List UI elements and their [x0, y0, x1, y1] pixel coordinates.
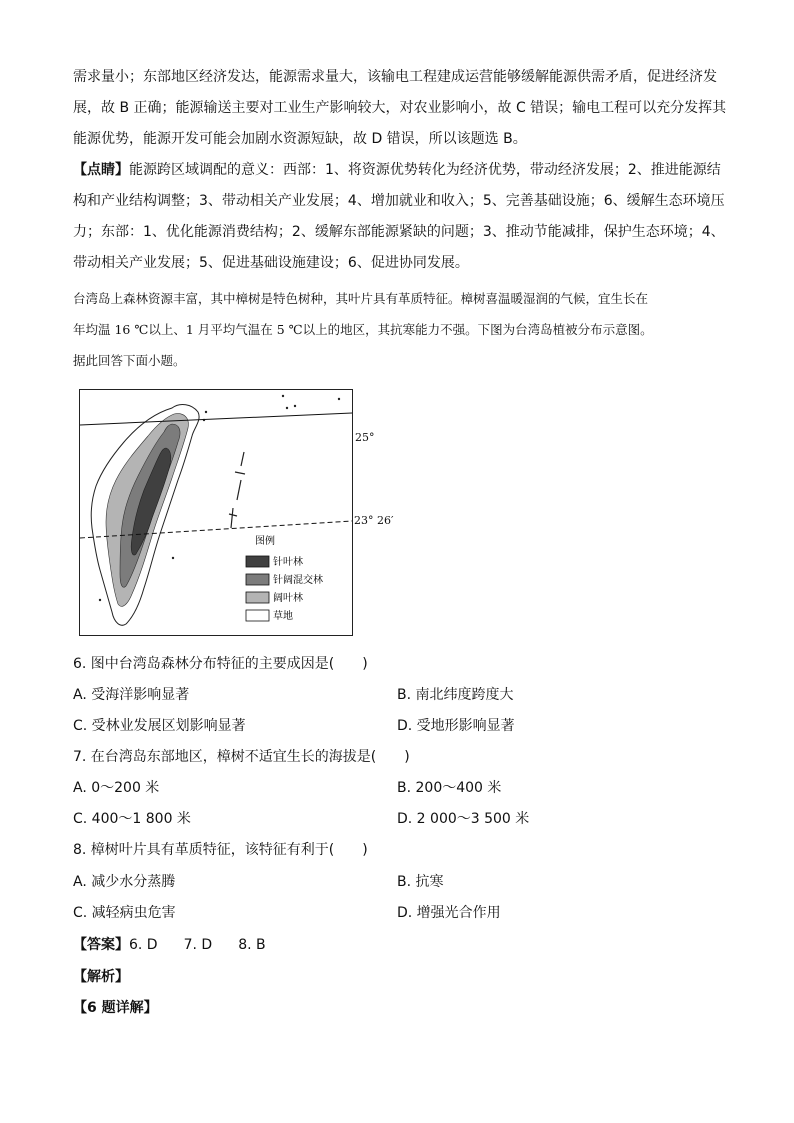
question-7-option-a: A. 0～200 米 [73, 780, 160, 796]
answer-item: 8. B [238, 937, 266, 953]
islet [282, 395, 284, 397]
legend-label-mixed: 针阔混交林 [273, 575, 323, 586]
analysis-line: 能源优势，能源开发可能会加剧水资源短缺，故 D 错误，所以该题选 B。 [73, 131, 527, 147]
question-6-option-a: A. 受海洋影响显著 [73, 687, 190, 703]
intro-line: 台湾岛上森林资源丰富，其中樟树是特色树种，其叶片具有革质特征。樟树喜温暖湿润的气候，宜生长在 [73, 291, 649, 306]
taiwan-vegetation-map [79, 389, 353, 636]
key-point-line [73, 155, 723, 186]
question-7-option-c: C. 400～1 800 米 [73, 811, 191, 827]
question-6-stem: 6. 图中台湾岛森林分布特征的主要成因是( ) [73, 656, 368, 672]
legend-title: 图例 [255, 536, 275, 547]
key-point-text: 能源跨区域调配的意义：西部：1、将资源优势转化为经济优势，带动经济发展；2、推进能源结 [129, 162, 721, 178]
legend-label-grassland: 草地 [273, 611, 293, 622]
map-legend [246, 534, 323, 622]
question-6-option-b: B. 南北纬度跨度大 [397, 687, 514, 703]
analysis-line: 展，故 B 正确；能源输送主要对工业生产影响较大，对农业影响小，故 C 错误；输电工程可以充分发挥其 [73, 100, 727, 116]
question-8-option-b: B. 抗寒 [397, 874, 444, 890]
question-8-option-a: A. 减少水分蒸腾 [73, 874, 176, 890]
key-point-line: 力；东部：1、优化能源消费结构；2、缓解东部能源紧缺的问题；3、推动节能减排，保护生态环境；4、 [73, 224, 725, 240]
intro-line: 年均温 16 ℃以上、1 月平均气温在 5 ℃以上的地区，其抗寒能力不强。下图为台湾岛植被分布示意图。 [73, 322, 653, 337]
answer-line [73, 934, 266, 954]
legend-swatch-broadleaf [246, 592, 269, 603]
map-svg [80, 390, 352, 635]
latitude-label-tropic: 23° 26′ [354, 514, 394, 527]
latitude-25-line [80, 413, 352, 425]
key-point-paragraph [73, 155, 723, 279]
latitude-label-25: 25° [355, 431, 375, 444]
legend-label-broadleaf: 阔叶林 [273, 593, 303, 604]
legend-swatch-mixed [246, 574, 269, 585]
key-point-line: 构和产业结构调整；3、带动相关产业发展；4、增加就业和收入；5、完善基础设施；6、缓解生态环境压 [73, 193, 725, 209]
islet [172, 557, 174, 559]
legend-label-conifer: 针叶林 [273, 557, 303, 568]
islet [205, 411, 207, 413]
question-6-option-c: C. 受林业发展区划影响显著 [73, 718, 246, 734]
answer-label: 【答案】 [73, 937, 129, 953]
explanation-label: 【解析】 [73, 969, 129, 985]
question-7-option-d: D. 2 000～3 500 米 [397, 811, 530, 827]
question-7-stem: 7. 在台湾岛东部地区，樟树不适宜生长的海拔是( ) [73, 749, 410, 765]
islet [338, 398, 340, 400]
analysis-line: 需求量小；东部地区经济发达，能源需求量大，该输电工程建成运营能够缓解能源供需矛盾，促进经济发 [73, 69, 717, 85]
legend-swatch-grassland [246, 610, 269, 621]
question-intro [73, 283, 723, 376]
answer-item: 7. D [183, 937, 213, 953]
intro-line: 据此回答下面小题。 [73, 353, 186, 368]
question-7-option-b: B. 200～400 米 [397, 780, 502, 796]
analysis-paragraph [73, 62, 727, 155]
islet [286, 407, 288, 409]
islet [294, 405, 296, 407]
question-8-option-c: C. 减轻病虫危害 [73, 905, 176, 921]
distance-marks [229, 452, 245, 528]
legend-swatch-conifer [246, 556, 269, 567]
islet [99, 599, 101, 601]
question-8-option-d: D. 增强光合作用 [397, 905, 501, 921]
question-8-stem: 8. 樟树叶片具有革质特征，该特征有利于( ) [73, 842, 368, 858]
answer-item: 6. D [129, 937, 158, 953]
question-6-option-d: D. 受地形影响显著 [397, 718, 515, 734]
key-point-line: 带动相关产业发展；5、促进基础设施建设；6、促进协同发展。 [73, 255, 469, 271]
key-point-tag: 【点睛】 [73, 162, 129, 178]
detail-label: 【6 题详解】 [73, 1000, 158, 1016]
